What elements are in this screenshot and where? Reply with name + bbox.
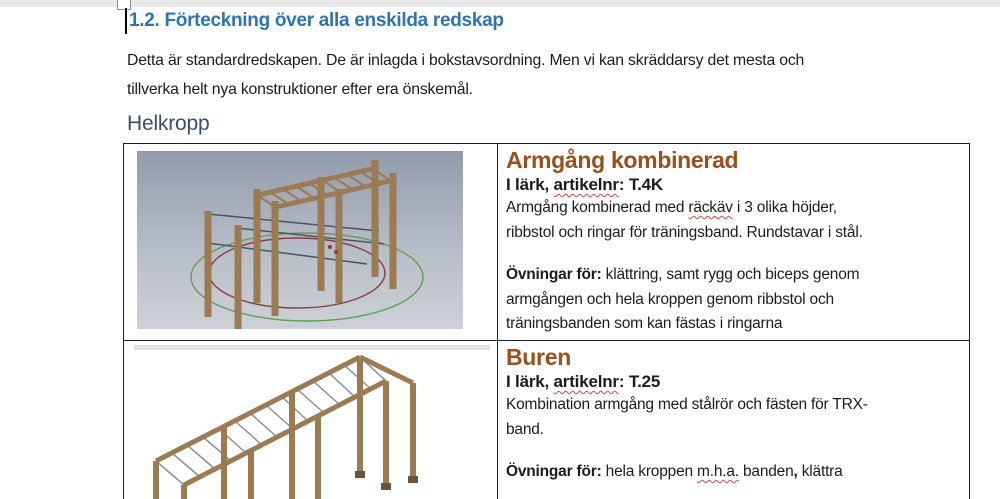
exercises-line: Övningar för: klättring, samt rygg och biceps genom [506,266,860,283]
table-select-handle[interactable] [117,0,131,10]
page-title: 1.2. Förteckning över alla enskilda redskap [129,10,504,31]
section-heading-helkropp: Helkropp [127,112,210,135]
spellcheck-word: artikelnr [553,372,619,391]
product-article-line: I lärk, artikelnr: T.25 [506,372,661,391]
spellcheck-word: räckäv [688,199,733,216]
product-description-line: Kombination armgång med stålrör och fästen för TRX- [506,396,868,413]
product-description-line: ribbstol och ringar för träningsband. Rundstavar i stål. [506,223,863,241]
image-top-shade [134,345,490,350]
intro-paragraph [127,47,804,104]
table-row-buren [124,341,969,499]
exercises-label: Övningar för: [506,463,602,480]
spellcheck-word: m.h.a. [697,463,739,480]
exercises-line: Övningar för: hela kroppen m.h.a. banden, klättra [506,463,843,480]
blank-line [506,245,965,263]
product-description-line: band. [506,420,544,438]
render-background [128,345,498,499]
product-image-cell [124,341,498,499]
spellcheck-word: artikelnr [553,175,619,194]
product-article-line: I lärk, artikelnr: T.4K [506,175,663,194]
armgang-kombinerad-3d-render-image [137,151,463,329]
product-description-line: Armgång kombinerad med räckäv i 3 olika höjder, [506,199,837,216]
product-title: Armgång kombinerad [506,147,739,173]
product-title: Buren [506,344,571,370]
intro-line-2: tillverka helt nya konstruktioner efter era önskemål. [127,80,473,98]
intro-line-1: Detta är standardredskapen. De är inlagda i bokstavsordning. Men vi kan skräddarsy det mesta och [127,52,805,69]
product-info-cell [498,144,969,340]
text-cursor [125,8,127,34]
exercises-line: träningsbanden som kan fästas i ringarna [506,315,783,332]
blank-line [506,442,965,460]
table-row-armgang [124,144,969,341]
buren-3d-render-image [128,345,498,499]
product-info-cell [498,341,969,499]
render-background [137,151,463,329]
product-image-cell [124,144,498,340]
exercises-label: Övningar för: [506,266,602,283]
top-chrome-strip [0,0,1000,7]
exercises-line: armgången och hela kroppen genom ribbstol och [506,290,834,308]
equipment-table [123,143,970,499]
